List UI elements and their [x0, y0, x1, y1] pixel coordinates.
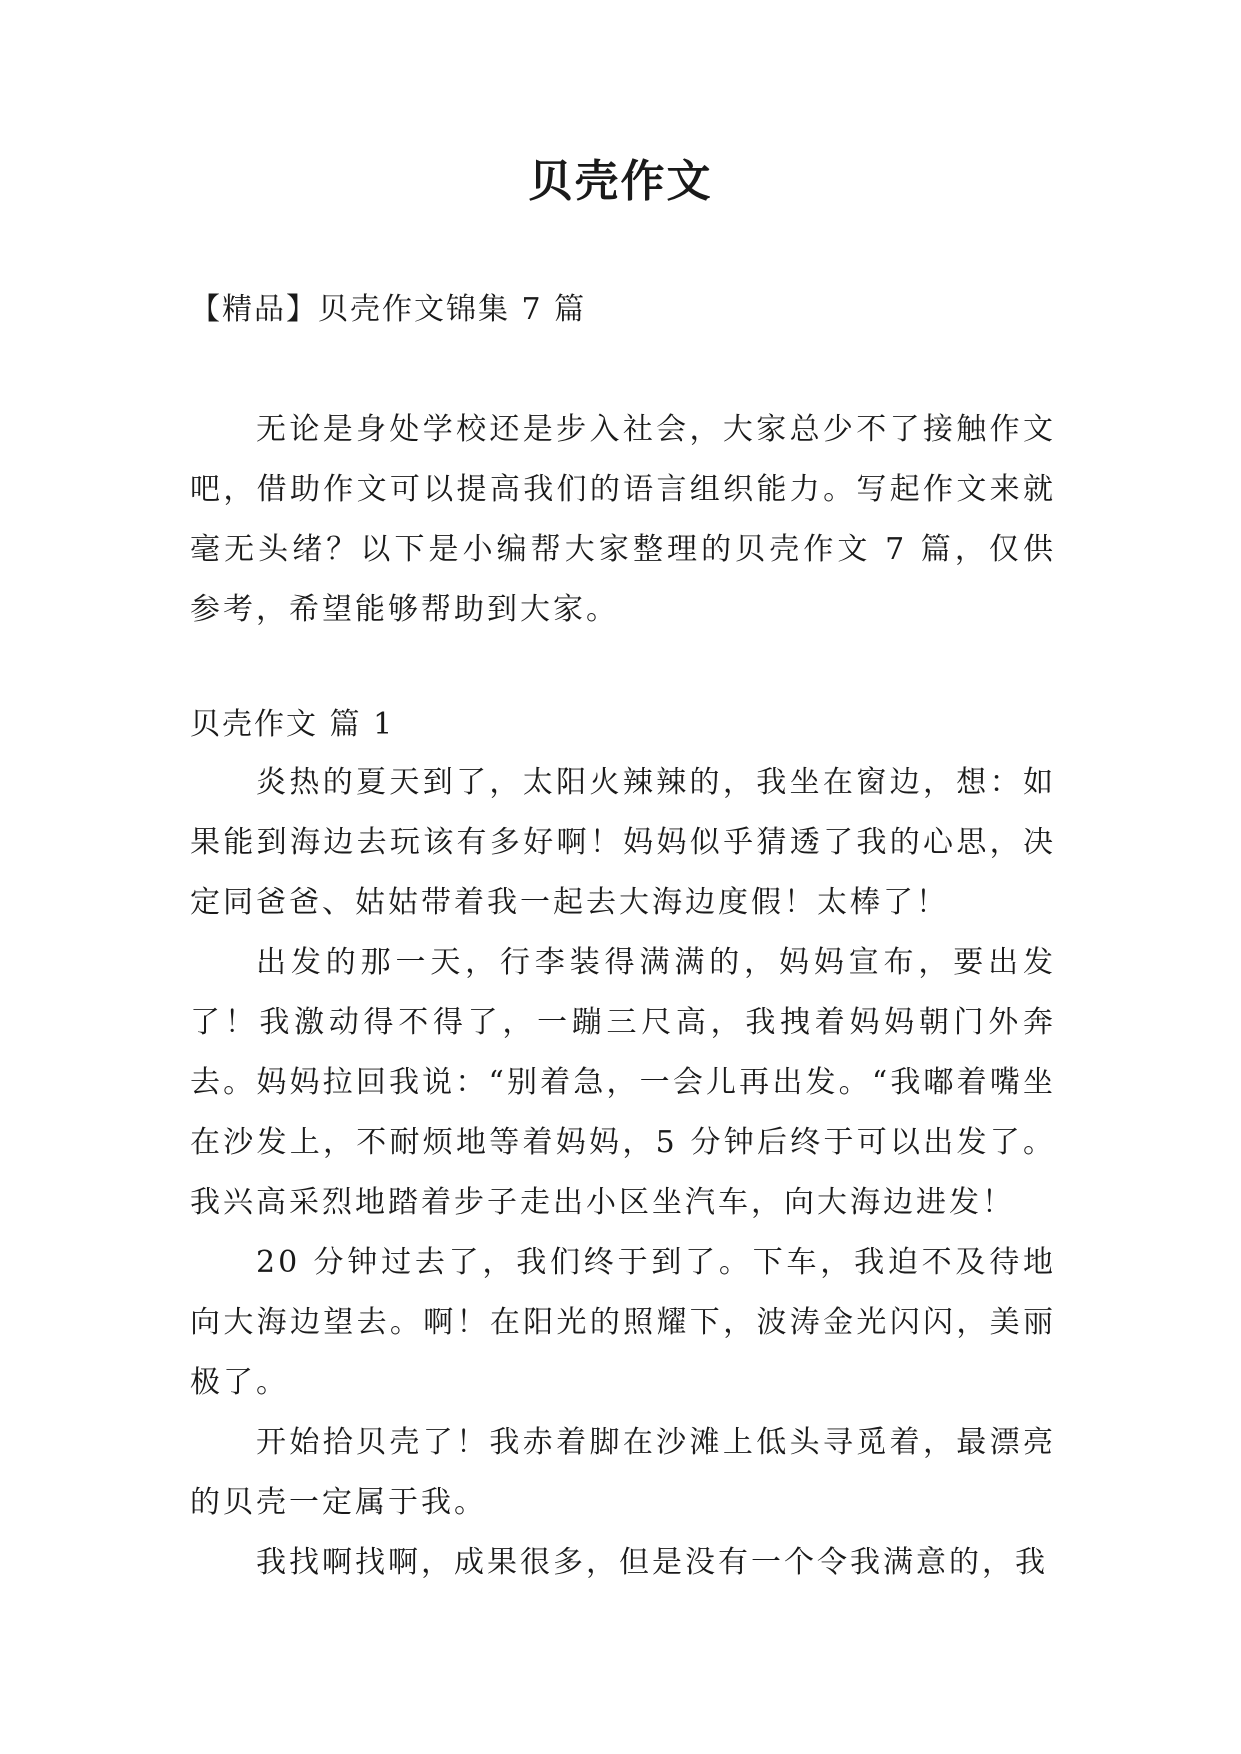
section-heading: 贝壳作文 篇 1 — [190, 707, 395, 742]
body-paragraph: 20 分钟过去了，我们终于到了。下车，我迫不及待地向大海边望去。啊！在阳光的照耀下，波涛金光闪闪，美丽极了。 — [190, 1245, 1056, 1400]
document-subtitle: 【精品】贝壳作文锦集 7 篇 — [190, 292, 587, 327]
document-title: 贝壳作文 — [528, 156, 713, 207]
body-paragraph: 我找啊找啊，成果很多，但是没有一个令我满意的，我 — [256, 1545, 1048, 1580]
body-paragraph: 开始拾贝壳了！我赤着脚在沙滩上低头寻觅着，最漂亮的贝壳一定属于我。 — [190, 1425, 1056, 1520]
body-paragraph: 炎热的夏天到了，太阳火辣辣的，我坐在窗边，想：如果能到海边去玩该有多好啊！妈妈似乎猜透了我的心思，决定同爸爸、姑姑带着我一起去大海边度假！太棒了！ — [190, 765, 1056, 920]
body-paragraph: 出发的那一天，行李装得满满的，妈妈宣布，要出发了！我激动得不得了，一蹦三尺高，我拽着妈妈朝门外奔去。妈妈拉回我说：“别着急，一会儿再出发。“我嘟着嘴坐在沙发上，不耐烦地等着妈妈，5 分钟后终于可以出发了。我兴高采烈地踏着步子走出小区坐汽车，向大海边进发！ — [190, 945, 1056, 1220]
intro-paragraph: 无论是身处学校还是步入社会，大家总少不了接触作文吧，借助作文可以提高我们的语言组织能力。写起作文来就毫无头绪？以下是小编帮大家整理的贝壳作文 7 篇，仅供参考，希望能够帮助到大家。 — [190, 412, 1056, 627]
